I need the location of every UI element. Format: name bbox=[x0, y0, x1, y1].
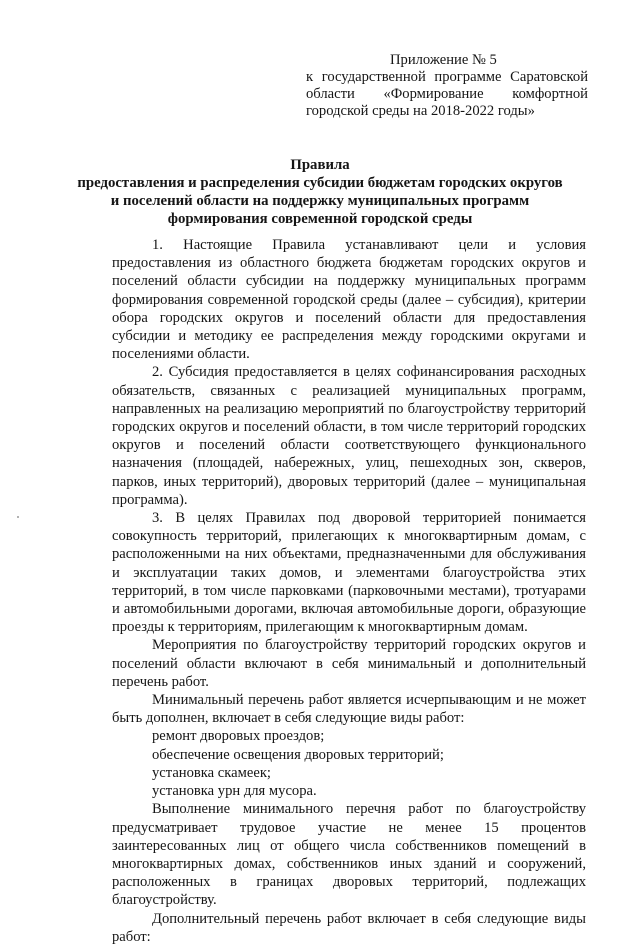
list-item: установка урн для мусора. bbox=[152, 783, 317, 800]
title-line-1: предоставления и распределения субсидии бюджетам городских округов bbox=[77, 175, 563, 191]
paragraph-3: 3. В целях Правилах под дворовой территорией понимается совокупность территорий, прилегающих к многоквартирным домам, с расположенными на них объектами, предназначенными для обслуживания и эксплуатации таких домов, и элементами благоустройства этих территорий, в том числе парковками (парковочными местами), тротуарами и автомобильными дорогами, включая автомобильные дороги, образующие проезды к территориям, прилегающим к многоквартирным домам. bbox=[112, 510, 586, 636]
annex-header bbox=[306, 52, 588, 120]
paragraph-4: Мероприятия по благоустройству территорий городских округов и поселений области включают в себя минимальный и дополнительный перечень работ. bbox=[112, 637, 586, 690]
title-line-2: и поселений области на поддержку муниципальных программ bbox=[110, 193, 530, 209]
annex-reference: к государственной программе Саратовской области «Формирование комфортной городской среды на 2018-2022 годы» bbox=[306, 69, 588, 119]
list-item: установка скамеек; bbox=[152, 764, 271, 781]
scan-speck bbox=[17, 516, 19, 518]
paragraph-7: Дополнительный перечень работ включает в себя следующие виды работ: bbox=[112, 910, 586, 945]
paragraph-1: 1. Настоящие Правила устанавливают цели и условия предоставления из областного бюджета бюджетам городских округов и поселений области субсидии на поддержку муниципальных программ формирования современной городской среды (далее – субсидия), критерии обора городских округов и поселений области для предоставления субсидии и методику ее распределения между городскими округами и поселениями области. bbox=[112, 237, 586, 363]
document-body bbox=[112, 236, 586, 946]
list-item: ремонт дворовых проездов; bbox=[152, 728, 325, 745]
annex-number: Приложение № 5 bbox=[390, 52, 497, 68]
title-heading: Правила bbox=[290, 157, 350, 173]
title-line-3: формирования современной городской среды bbox=[167, 211, 473, 227]
paragraph-2: 2. Субсидия предоставляется в целях софинансирования расходных обязательств, связанных с реализацией муниципальных программ, направленных на реализацию мероприятий по благоустройству территорий городских округов и поселений области, в том числе территорий городских округов и поселений области соответствующего функционального назначения (площадей, набережных, улиц, пешеходных зон, скверов, парков, иных территорий), дворовых территорий (далее – муниципальная программа). bbox=[112, 364, 586, 508]
paragraph-6: Выполнение минимального перечня работ по благоустройству предусматривает трудовое участие не менее 15 процентов заинтересованных лиц от общего числа собственников помещений в многоквартирных домах, собственников иных зданий и сооружений, расположенных в границах дворовых территорий, подлежащих благоустройству. bbox=[112, 801, 586, 909]
document-title bbox=[60, 156, 580, 228]
paragraph-5: Минимальный перечень работ является исчерпывающим и не может быть дополнен, включает в себя следующие виды работ: bbox=[112, 692, 586, 727]
list-item: обеспечение освещения дворовых территорий; bbox=[152, 746, 444, 763]
